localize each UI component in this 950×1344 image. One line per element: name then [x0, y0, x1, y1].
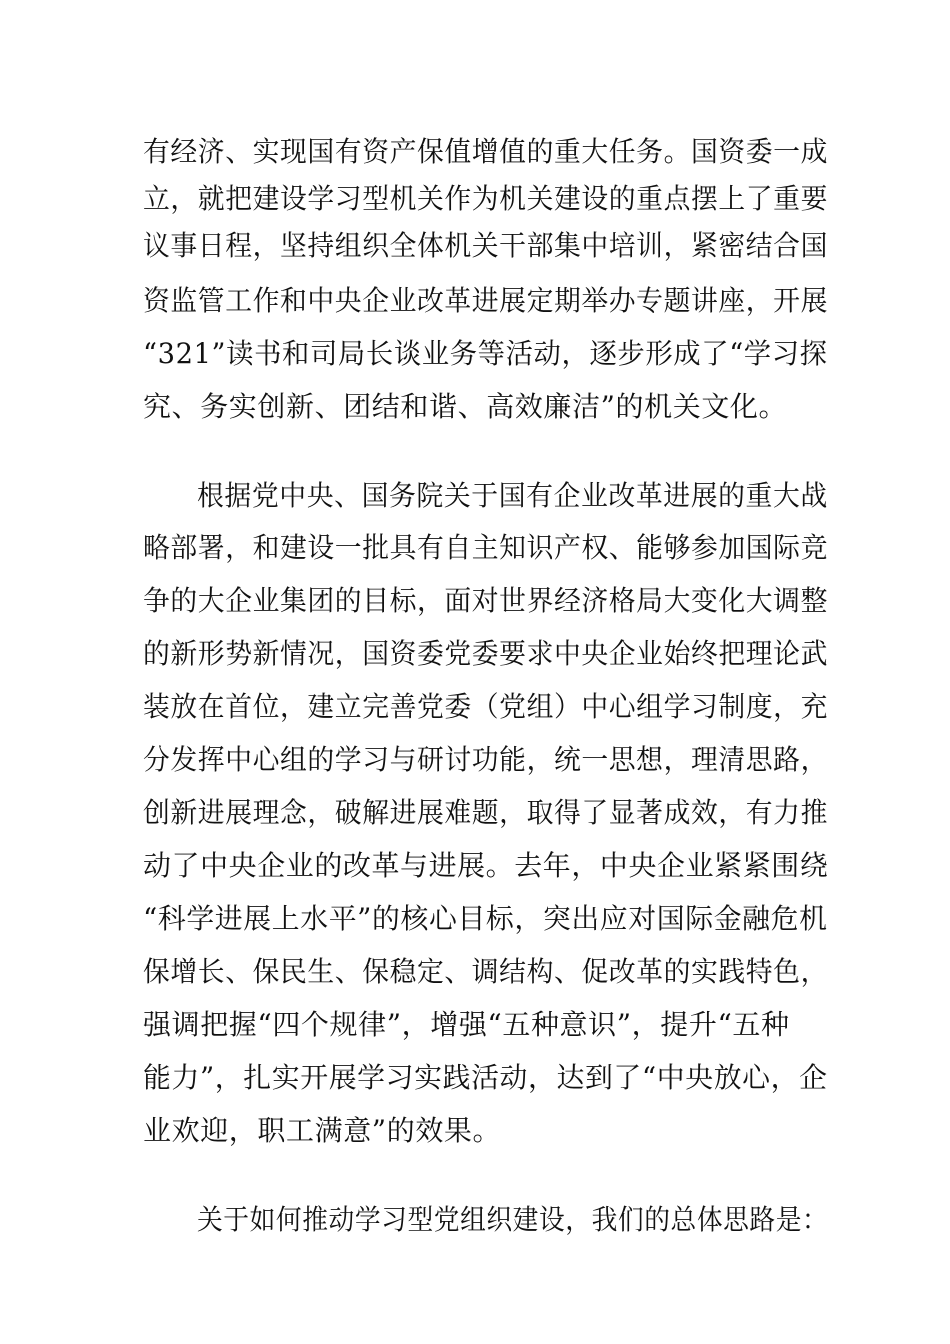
text-line: 创新进展理念，破解进展难题，取得了显著成效，有力推	[143, 796, 828, 829]
text-line: 装放在首位，建立完善党委（党组）中心组学习制度，充	[143, 690, 828, 723]
text-line: 议事日程，坚持组织全体机关干部集中培训，紧密结合国	[143, 229, 828, 262]
text-line: 究、务实创新、团结和谐、高效廉洁”的机关文化。	[143, 390, 788, 423]
text-line: 动了中央企业的改革与进展。去年，中央企业紧紧围绕	[143, 849, 829, 882]
text-line: 争的大企业集团的目标，面对世界经济格局大变化大调整	[143, 584, 828, 617]
text-line: 有经济、实现国有资产保值增值的重大任务。国资委一成	[143, 135, 828, 168]
text-line: 略部署，和建设一批具有自主知识产权、能够参加国际竞	[143, 531, 828, 564]
text-line: 立，就把建设学习型机关作为机关建设的重点摆上了重要	[143, 182, 828, 215]
text-line: 业欢迎，职工满意”的效果。	[143, 1114, 502, 1147]
text-line: “321”读书和司局长谈业务等活动，逐步形成了“学习探	[143, 337, 828, 370]
text-line: 的新形势新情况，国资委党委要求中央企业始终把理论武	[143, 637, 828, 670]
text-line: 根据党中央、国务院关于国有企业改革进展的重大战	[197, 479, 828, 512]
text-line: “科学进展上水平”的核心目标，突出应对国际金融危机	[143, 902, 828, 935]
text-line: 强调把握“四个规律”，增强“五种意识”，提升“五种	[143, 1008, 790, 1041]
text-line: 分发挥中心组的学习与研讨功能，统一思想，理清思路，	[143, 743, 828, 776]
text-line: 资监管工作和中央企业改革进展定期举办专题讲座，开展	[143, 284, 828, 317]
text-line: 保增长、保民生、保稳定、调结构、促改革的实践特色，	[143, 955, 828, 988]
text-line: 能力”，扎实开展学习实践活动，达到了“中央放心，企	[143, 1061, 828, 1094]
text-line: 关于如何推动学习型党组织建设，我们的总体思路是：	[197, 1203, 829, 1236]
